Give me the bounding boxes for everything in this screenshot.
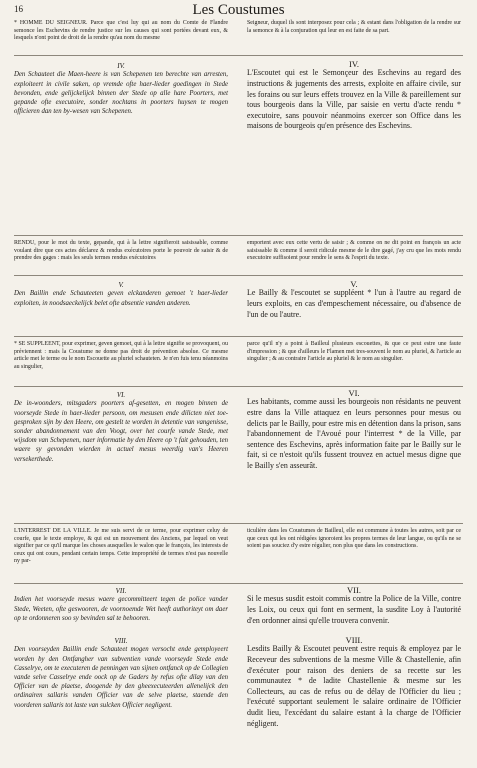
running-title: Les Coustumes — [192, 2, 285, 18]
article-6-flemish-text: De in-woonders, mitsgaders poorters af-gesetten, en mogen binnen de voorseyde Stede in haer-lieder persoon, om mesusen ende dilicten niet toe-gesproken sijn by den Heere, om gestelt te worden in detentie van vangenisse, sonder abandonnement van den Voogt, over het courfe vande Stede, met wijsdom van Schepenen, naer informatie by den Heere op 't fait gehouden, ten waere sy gevonden wierden in actuel mesus weerdig van's Heeren versekerthede. — [14, 400, 228, 463]
article-5-numeral-right: V. — [350, 279, 358, 289]
divider — [14, 523, 463, 524]
note-left-4: L'INTERREST DE LA VILLE. Je me suis servi de ce terme, pour exprimer celuy de courfe, que le texte employe, & qui est un mouvement des Anciens, par lequel on veut signifier par ce qu'il marque les choses ausquelles le walon que le françois, les interests de ceux qui ont cours, pendant certain temps. Cette impropriété de termes n'est pas nouvelle ny par- — [14, 528, 228, 565]
divider — [14, 55, 463, 56]
article-4-french — [247, 60, 461, 132]
article-8-numeral-right: VIII. — [345, 635, 363, 645]
article-4-flemish-text: Den Schauteet die Maen-heere is van Schepenen ten berechte van arresten, exploiteert in civile saken, op vremde ofte haer-lieder goedingen in Stede bevonden, ende gelijckelijck binnen der Stede op alle hare Poorters, met gepande ofte executoire, sonder nochtans in poorters huysen te mogen officieren dan ten by-wesen van Schepenen. — [14, 71, 228, 116]
divider — [14, 275, 463, 276]
page-number: 16 — [14, 4, 23, 14]
article-8-french — [247, 636, 461, 729]
article-6-french-text: Les habitants, comme aussi les bourgeois non résidants ne peuvent estre dans la Ville attaquez en leurs personnes pour mesus ou delicts par le Bailly, pour estre mis en détention dans la prison, sans l'abandonnement de l'Avoué pour l'interrest * de la Ville, par sentence des Eschevins, après information faite par le Bailly sur le fait, si ce n'estoit qu'ils fussent trouvez en actuel mesus digne que le Bailly s'en asseurât. — [247, 397, 461, 470]
article-7-french-text: Si le mesus susdit estoit commis contre la Police de la Ville, contre les Loix, ou ceux qui font en serment, la susdite Loy à l'autorité d'en ordonner ainsi qu'elle trouvera convenir. — [247, 594, 461, 625]
article-4-numeral-right: IV. — [349, 59, 359, 69]
article-6-numeral-right: VI. — [348, 388, 360, 398]
article-5-flemish-text: Den Baillin ende Schauteeten geven elckanderen gemoet 't haer-lieder exploiten, in noodsaeckelijck belet ofte absentie vanden anderen. — [14, 290, 228, 307]
note-right-3: parce qu'il n'y a point à Bailleul plusieurs escouettes, & que ce peut estre une faute d'impression ; & que d'ailleurs le Flamen met tres-souvent le nom au pluriel, & l'article au singulier ; & au contraire l'article au pluriel & le nom au singulier. — [247, 341, 461, 363]
article-8-flemish — [14, 637, 228, 710]
article-7-french — [247, 586, 461, 626]
article-5-french-text: Le Bailly & l'escoutet se suppléent * l'un à l'autre au regard de leurs exploits, en cas d'empeschement nécessaire, ou d'absence de l'un de ou l'autre. — [247, 288, 461, 319]
article-4-french-text: L'Escoutet qui est le Semonçeur des Eschevins au regard des instructions & jugements des arrests, exploite en affaire civile, sur les forains ou sur leurs effets trouvez en la Ville & pareillement sur tous bourgeois dans la Ville, par saisie en vertu d'acte rendu * executoire, sans pouvoir néanmoins exercer son Office dans les maisons de bourgeois qu'en présence des Eschevins. — [247, 68, 461, 131]
note-right-1: Seigneur, duquel ils sont interposez pour cela ; & estant dans l'obligation de la rendre sur la semonce & à la conjuration qui leur en est faite de sa part. — [247, 20, 461, 34]
divider — [14, 235, 463, 236]
article-5-french — [247, 280, 461, 320]
article-7-flemish-text: Indien het voorseyde mesus waere gecommitteert tegen de police vander Stede, Weeten, ofte geswooren, de voornoemde Wet heeft authoriteyt om daer op te ordonneren soo sy bevinden sal te behooren. — [14, 596, 228, 622]
article-7-flemish — [14, 587, 228, 623]
note-right-2: emportent avec eux cette vertu de saisir ; & comme on ne dit point en françois un acte saisissable & comme il seroit ridicule mesme de le dire gagé, j'ay cru que les mots rendu executoire suffisoient pour rendre le sens & l'esprit du texte. — [247, 240, 461, 262]
note-left-1: * HOMME DU SEIGNEUR. Parce que c'est luy qui au nom du Comte de Flandre semonce les Eschevins de rendre justice sur les causes qui sont portées devant eux, & lesquels n'ont point de droit de la rendre qu'au nom du mesme — [14, 20, 228, 42]
note-left-2: RENDU, pour le mot du texte, gepande, qui à la lettre signifieroit saisissable, comme voulant dire que ces actes déclarez & rendus exécutoires porte le pouvoir de saisir & de prendre des gages : mais les seuls termes rendus exécutoires — [14, 240, 228, 262]
article-4-flemish — [14, 62, 228, 116]
article-4-numeral-left: IV. — [117, 62, 125, 70]
article-7-numeral-left: VII. — [115, 587, 127, 595]
note-left-3: * SE SUPPLEENT, pour exprimer, geven gemoet, qui à la lettre signifie se provoquent, ou préviennent : mais la Coustume ne donne pas droit de prévention absolue. Ce mesme article met le terme ou le nom Escouette au pluriel schauteten. Je n'en fuis tenu néanmoins au singulier, — [14, 341, 228, 370]
divider — [14, 336, 463, 337]
article-6-numeral-left: VI. — [116, 391, 126, 399]
article-8-french-text: Lesdits Bailly & Escoutet peuvent estre requis & employez par le Receveur des subventions de la mesme Ville & Chastellenie, afin d'exécuter pour raison des deniers de sa recette sur les communautez * de ladite Chastellenie & mesme sur les Collecteurs, au cas de refus ou de délay de l'Officier du lieu ; l'exécuté supportant seulement le salaire ordinaire de l'Officier dudit lieu, l'excédant du salaire estant à la charge de l'Officier négligent. — [247, 644, 461, 728]
article-8-numeral-left: VIII. — [114, 637, 128, 645]
note-right-4: ticulière dans les Coustumes de Bailleul, elle est commune à toutes les autres, soit par ce que ceux qui les ont rédigées ignoroient les propres termes de leur langue, ou qu'ils ne se soient pas souciez d'y estre régulier, non plus que dans les constructions. — [247, 528, 461, 550]
article-5-numeral-left: V. — [118, 281, 124, 289]
divider — [14, 386, 463, 387]
article-7-numeral-right: VII. — [347, 585, 361, 595]
article-8-flemish-text: Den voorseyden Baillin ende Schauteet mogen versocht ende gemployeert worden by den Ontfangher van subventien vande voorseyde Stede ende Casselrye, om te executeren de penningen van sijnen ontfanck op de Collegien vande selve Casselrye ende oock op de Gaders by refus ofte dilay van den Officier van de plaetse, doogende by den gheexecuteerden allenelijck den ordinairen sallaris vanden Officier van de selve plaetse, staende den voorderen sallaris tot laste van sulcken Officier negligent. — [14, 646, 228, 709]
divider — [14, 583, 463, 584]
article-5-flemish — [14, 281, 228, 308]
article-6-flemish — [14, 391, 228, 464]
article-6-french — [247, 389, 461, 472]
